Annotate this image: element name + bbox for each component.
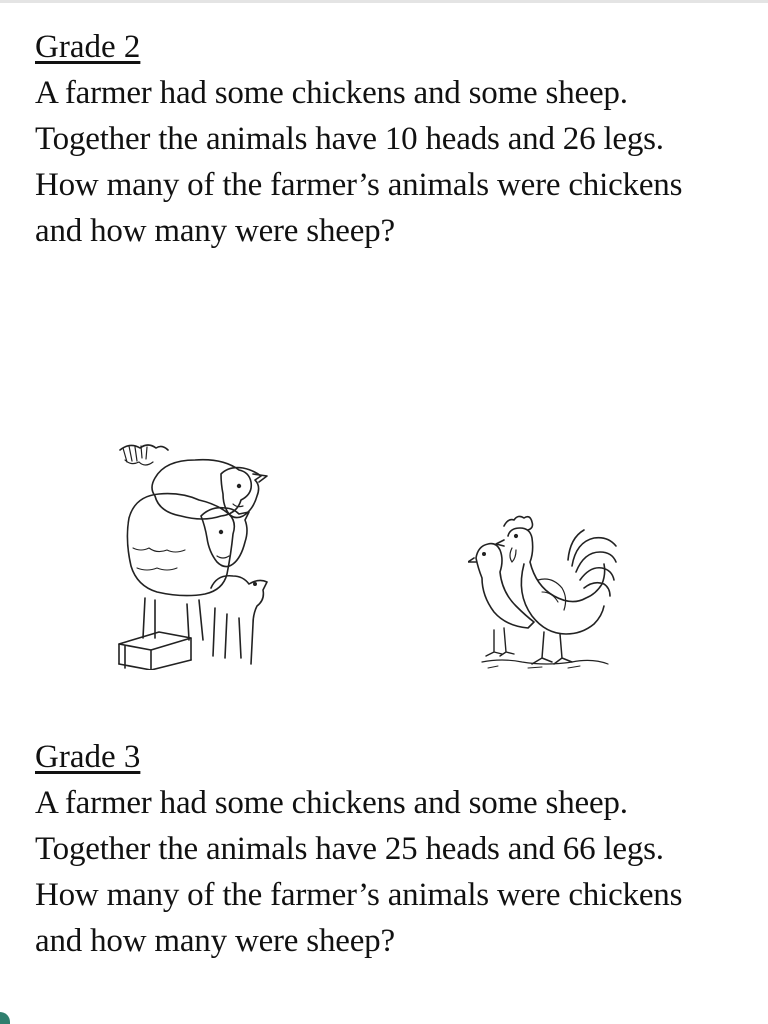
problem-line: How many of the farmer’s animals were chickens (35, 167, 683, 203)
problem-line: Together the animals have 10 heads and 26 legs. (35, 121, 664, 157)
corner-marker (0, 1012, 10, 1024)
problem-line: and how many were sheep? (35, 923, 395, 959)
problem-line: A farmer had some chickens and some sheep. (35, 785, 628, 821)
problem-line: and how many were sheep? (35, 213, 395, 249)
problem-grade-2 (35, 28, 755, 254)
problem-line: A farmer had some chickens and some sheep. (35, 75, 628, 111)
problem-line: How many of the farmer’s animals were chickens (35, 877, 683, 913)
top-border (0, 0, 768, 3)
sheep-illustration (115, 438, 275, 670)
chickens-illustration (468, 500, 618, 672)
problem-grade-3 (35, 738, 755, 964)
grade-heading: Grade 2 (35, 29, 141, 65)
problem-line: Together the animals have 25 heads and 66 legs. (35, 831, 664, 867)
grade-heading: Grade 3 (35, 739, 141, 775)
